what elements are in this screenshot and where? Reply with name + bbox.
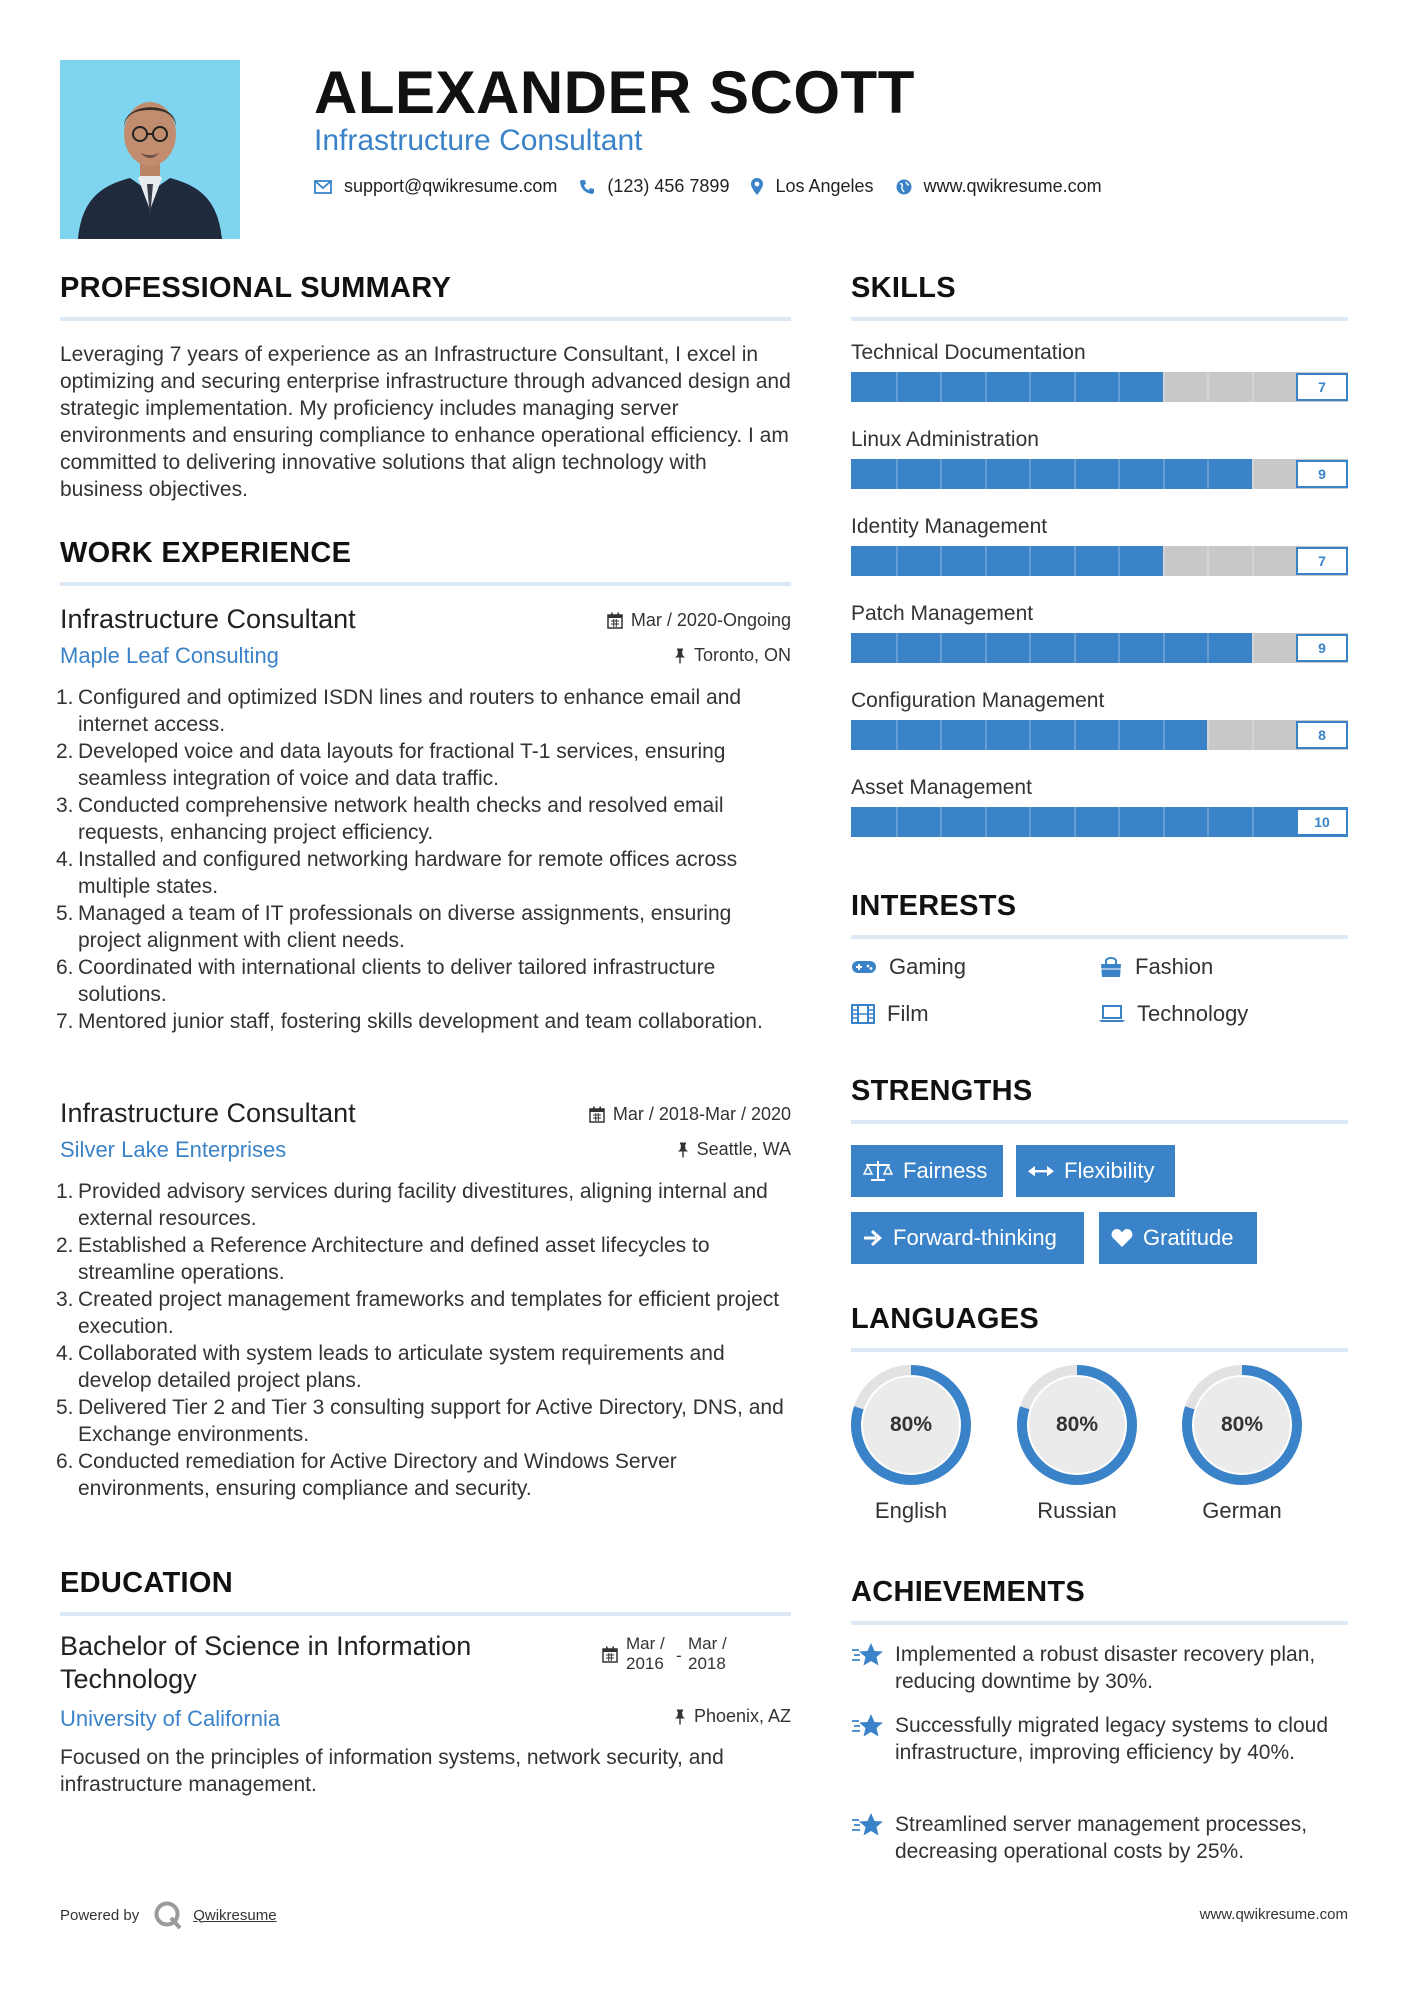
skill-segment-divider [1118,459,1120,489]
language-item [1180,1363,1304,1524]
date-separator: - [676,1646,682,1665]
section-divider [851,317,1348,321]
education-section [60,1567,791,1616]
skill-level-bar [851,546,1348,576]
achievement-text: Streamlined server management processes, decreasing operational costs by 25%. [895,1813,1308,1863]
skill-segment-divider [985,372,987,402]
list-item: 3. Created project management frameworks and templates for efficient project execution. [56,1288,780,1338]
profile-photo [60,60,240,239]
envelope-icon [314,180,332,194]
section-divider [851,1348,1348,1352]
pin-icon [674,1709,686,1725]
experience-section [60,537,791,586]
list-item: 5. Delivered Tier 2 and Tier 3 consulting support for Active Directory, DNS, and Exchange environments. [56,1396,784,1446]
skill-segment-divider [985,807,987,837]
list-item: 6. Coordinated with international clients to deliver tailored infrastructure solutions. [56,956,716,1006]
skill-level-value: 10 [1296,808,1348,836]
star-icon [851,1712,895,1766]
skills-section [851,272,1348,321]
skill-segment-divider [1029,459,1031,489]
list-item: 3. Conducted comprehensive network health checks and resolved email requests, enhancing project efficiency. [56,794,724,844]
skill-segment-divider [896,546,898,576]
education-dates [602,1634,738,1674]
phone-icon [579,179,595,195]
education-end-date: Mar / 2018 [688,1634,727,1673]
skill-fill [851,459,1252,489]
education-entry [60,1630,791,1800]
achievement-text: Implemented a robust disaster recovery plan, reducing downtime by 30%. [895,1643,1316,1693]
job-duties-list [56,1178,791,1502]
skill-segment-divider [1207,633,1209,663]
map-marker-icon [751,178,763,195]
skill-item [851,428,1348,515]
phone-text: (123) 456 7899 [607,176,730,196]
list-item: 2. Established a Reference Architecture and defined asset lifecycles to streamline operations. [56,1234,710,1284]
contact-website[interactable] [896,176,1102,197]
job-entry [56,1098,791,1502]
skill-segment-divider [1163,546,1165,576]
experience-heading: WORK EXPERIENCE [60,537,352,569]
footer-powered-by [60,1900,277,1930]
skill-item [851,776,1348,863]
school-name[interactable]: University of California [60,1706,281,1731]
skill-segment-divider [1163,372,1165,402]
skill-segment-divider [1207,546,1209,576]
summary-section [60,272,791,503]
job-header [60,604,791,674]
job-date-text: Mar / 2020-Ongoing [630,610,791,630]
strength-gratitude [1099,1212,1257,1264]
skill-segment-divider [1074,633,1076,663]
skill-segment-divider [1074,372,1076,402]
section-divider [851,1120,1348,1124]
achievement-item [851,1641,1348,1695]
skill-segment-divider [985,546,987,576]
arrow-right-icon [863,1229,883,1247]
skill-label: Asset Management [851,776,1032,799]
laptop-icon [1099,1005,1125,1023]
language-percent: 80% [889,1413,933,1436]
skill-item [851,515,1348,602]
skill-segment-divider [1252,720,1254,750]
interest-gaming [851,954,966,980]
skill-label: Patch Management [851,602,1034,625]
language-name: Russian [1037,1498,1117,1523]
skill-segment-divider [1118,546,1120,576]
section-divider [60,1612,791,1616]
interest-label: Film [887,1001,929,1026]
education-description: Focused on the principles of information systems, network security, and infrastructure management. [60,1746,724,1796]
skill-segment-divider [1074,720,1076,750]
skill-level-bar [851,459,1348,489]
languages-heading: LANGUAGES [851,1303,1039,1335]
skill-segment-divider [940,459,942,489]
star-icon [851,1641,895,1695]
skill-segment-divider [985,720,987,750]
skill-level-bar [851,372,1348,402]
skill-segment-divider [940,807,942,837]
skill-item [851,689,1348,776]
list-item: 4. Collaborated with system leads to articulate system requirements and develop detailed project plans. [56,1342,725,1392]
balance-scale-icon [863,1160,893,1182]
skill-level-value: 7 [1296,373,1348,401]
job-location [674,645,791,666]
skill-segment-divider [1252,459,1254,489]
skill-segment-divider [940,546,942,576]
gamepad-icon [851,959,877,975]
skill-segment-divider [1029,633,1031,663]
list-item: 4. Installed and configured networking hardware for remote offices across multiple states. [56,848,738,898]
summary-text: Leveraging 7 years of experience as an Infrastructure Consultant, I excel in optimizing and securing enterprise infrastructure through advanced design and strategic implementation. My proficiency includes managing server environments and ensuring compliance to enhance operational efficiency. I am committed to delivering innovative solutions that align technology with business objectives. [60,343,791,501]
section-divider [60,317,791,321]
skill-fill [851,633,1252,663]
job-title: Infrastructure Consultant [60,1098,356,1128]
summary-heading: PROFESSIONAL SUMMARY [60,272,452,304]
skill-segment-divider [896,372,898,402]
section-divider [851,935,1348,939]
interest-technology [1099,1001,1248,1027]
skill-segment-divider [1163,807,1165,837]
job-location [677,1139,791,1160]
achievement-item [851,1811,1348,1865]
strength-label: Flexibility [1064,1158,1155,1183]
email-text: support@qwikresume.com [344,176,558,196]
job-date-text: Mar / 2018-Mar / 2020 [612,1104,791,1124]
achievements-section [851,1576,1348,1625]
language-name: German [1202,1498,1282,1523]
achievement-item [851,1712,1348,1766]
website-text: www.qwikresume.com [923,176,1102,196]
skill-level-value: 8 [1296,721,1348,749]
skill-segment-divider [1029,372,1031,402]
job-duties-list [56,684,791,1035]
skill-label: Technical Documentation [851,341,1086,364]
job-date [607,610,791,631]
candidate-role: Infrastructure Consultant [314,124,643,157]
skill-segment-divider [1163,459,1165,489]
skill-label: Linux Administration [851,428,1039,451]
interest-label: Gaming [889,954,967,979]
film-icon [851,1004,875,1024]
job-entry [56,604,791,1035]
job-date [589,1104,791,1125]
skill-segment-divider [940,372,942,402]
strength-label: Gratitude [1143,1225,1234,1250]
skill-segment-divider [1074,807,1076,837]
languages-section [851,1303,1348,1352]
skill-segment-divider [1252,633,1254,663]
job-location-text: Toronto, ON [693,645,791,665]
qwikresume-logo-icon [153,1900,183,1930]
skill-segment-divider [1252,372,1254,402]
skill-segment-divider [1118,807,1120,837]
skill-segment-divider [1163,633,1165,663]
language-ring [1015,1363,1139,1487]
shopping-bag-icon [1099,956,1123,978]
interest-film [851,1001,929,1027]
calendar-icon [602,1646,618,1674]
language-percent: 80% [1055,1413,1099,1436]
skill-segment-divider [1252,546,1254,576]
job-company[interactable]: Silver Lake Enterprises [60,1137,287,1162]
language-ring [849,1363,973,1487]
strength-fairness [851,1145,1003,1197]
strengths-section [851,1075,1348,1124]
skill-segment-divider [1118,633,1120,663]
strength-label: Forward-thinking [893,1225,1057,1250]
skill-level-bar [851,807,1348,837]
skill-segment-divider [940,633,942,663]
arrows-horizontal-icon [1028,1164,1054,1178]
skill-segment-divider [1207,720,1209,750]
skill-level-bar [851,633,1348,663]
skill-segment-divider [985,633,987,663]
contact-phone[interactable] [579,176,729,197]
skill-segment-divider [1207,372,1209,402]
contact-info [314,176,1124,197]
calendar-icon [607,612,623,629]
job-location-text: Seattle, WA [696,1139,791,1159]
powered-by-text: Powered by [60,1906,140,1924]
strengths-heading: STRENGTHS [851,1075,1033,1107]
job-title: Infrastructure Consultant [60,604,356,634]
interests-section [851,890,1348,939]
skill-label: Identity Management [851,515,1048,538]
star-icon [851,1811,895,1865]
skill-segment-divider [985,459,987,489]
contact-email[interactable] [314,176,557,197]
education-location-text: Phoenix, AZ [693,1706,791,1726]
strength-flexibility [1016,1145,1175,1197]
skill-level-value: 7 [1296,547,1348,575]
interests-heading: INTERESTS [851,890,1017,922]
qwikresume-link[interactable]: Qwikresume [193,1906,277,1924]
interest-label: Fashion [1135,954,1214,979]
skill-segment-divider [940,720,942,750]
skill-segment-divider [896,720,898,750]
skill-item [851,341,1348,428]
list-item: 7. Mentored junior staff, fostering skills development and team collaboration. [56,1010,763,1033]
contact-location [751,176,873,197]
skill-segment-divider [1207,807,1209,837]
list-item: 1. Provided advisory services during facility divestitures, aligning internal and external resources. [56,1180,768,1230]
education-location [674,1706,791,1727]
footer-website[interactable]: www.qwikresume.com [1199,1906,1348,1923]
strength-forward-thinking [851,1212,1084,1264]
skill-segment-divider [1163,720,1165,750]
interest-label: Technology [1137,1001,1249,1026]
degree-title: Bachelor of Science in Information Technology [60,1631,472,1694]
skill-segment-divider [1118,720,1120,750]
skill-segment-divider [896,807,898,837]
list-item: 2. Developed voice and data layouts for fractional T-1 services, ensuring seamless integration of voice and data traffic. [56,740,726,790]
skill-segment-divider [1207,459,1209,489]
skill-segment-divider [1118,372,1120,402]
list-item: 1. Configured and optimized ISDN lines and routers to enhance email and internet access. [56,686,742,736]
skill-label: Configuration Management [851,689,1105,712]
skill-segment-divider [896,633,898,663]
job-header [60,1098,791,1168]
job-company[interactable]: Maple Leaf Consulting [60,643,279,668]
skill-segment-divider [1252,807,1254,837]
skill-level-value: 9 [1296,460,1348,488]
list-item: 5. Managed a team of IT professionals on diverse assignments, ensuring project alignment with client needs. [56,902,732,952]
skill-level-bar [851,720,1348,750]
skill-segment-divider [1029,546,1031,576]
interest-fashion [1099,954,1213,980]
skill-segment-divider [1029,720,1031,750]
language-item [1015,1363,1139,1524]
skills-heading: SKILLS [851,272,956,304]
skill-segment-divider [1029,807,1031,837]
skill-segment-divider [1074,546,1076,576]
location-text: Los Angeles [775,176,874,196]
education-start-date: Mar / 2016 [626,1634,665,1673]
pin-icon [677,1142,689,1158]
achievement-text: Successfully migrated legacy systems to cloud infrastructure, improving efficiency by 40%. [895,1714,1329,1764]
skill-segment-divider [896,459,898,489]
pin-icon [674,648,686,664]
globe-icon [896,179,912,195]
list-item: 6. Conducted remediation for Active Directory and Windows Server environments, ensuring compliance and security. [56,1450,677,1500]
section-divider [60,582,791,586]
language-percent: 80% [1220,1413,1264,1436]
strength-label: Fairness [903,1158,988,1183]
education-heading: EDUCATION [60,1567,233,1599]
skill-level-value: 9 [1296,634,1348,662]
skill-segment-divider [1074,459,1076,489]
language-name: English [874,1498,948,1523]
heart-icon [1111,1228,1133,1248]
skills-list [851,341,1348,863]
language-item [849,1363,973,1524]
calendar-icon [589,1106,605,1123]
section-divider [851,1621,1348,1625]
candidate-name: ALEXANDER SCOTT [314,59,915,126]
language-ring [1180,1363,1304,1487]
achievements-heading: ACHIEVEMENTS [851,1576,1086,1608]
skill-item [851,602,1348,689]
skill-fill [851,807,1348,837]
